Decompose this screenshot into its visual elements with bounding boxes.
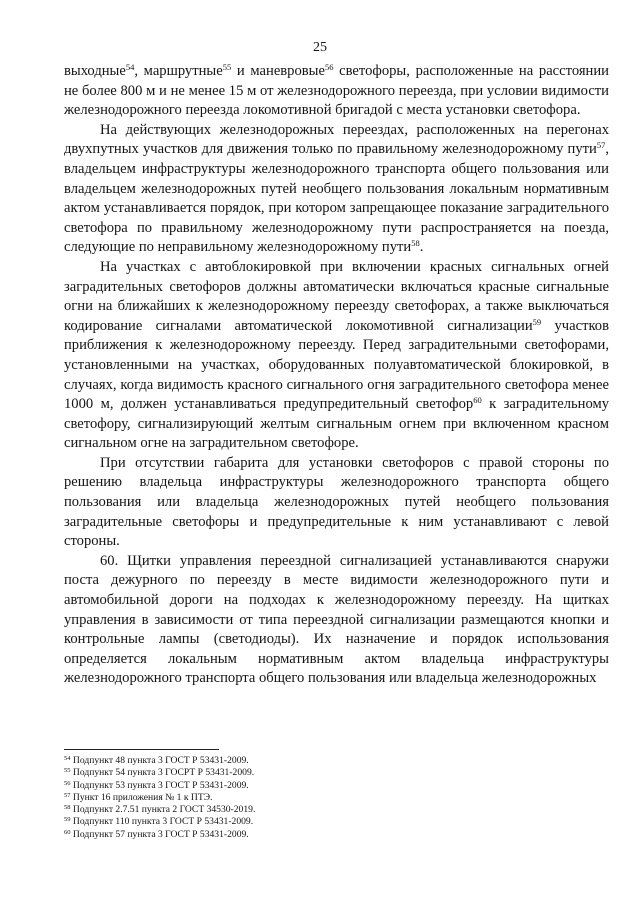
text-run: . xyxy=(419,239,424,256)
text-run: На действующих железнодорожных переездах, расположенных на перегонах двухпутных участков для движения только по правильному железнодорожному пути xyxy=(64,121,609,158)
footnote-reference[interactable]: 57 xyxy=(596,140,606,151)
footnote-number: 55 xyxy=(64,767,71,775)
footnote-number: 60 xyxy=(64,828,71,836)
paragraph xyxy=(64,552,609,689)
footnote-reference[interactable]: 58 xyxy=(411,238,420,249)
text-run: участков приближения к железнодорожному переезду. Перед заградительными светофорами, установленными на участках, оборудованных полуавтоматической блокировкой, в случаях, когда видимость красного сигнального огня заградительного светофора менее 1000 м, должен устанавливаться предупредительный светофор xyxy=(64,317,609,413)
footnote-reference[interactable]: 55 xyxy=(222,62,232,72)
footnote-text: Подпункт 48 пункта 3 ГОСТ Р 53431-2009. xyxy=(70,755,249,766)
text-run: На участках с автоблокировкой при включении красных сигнальных огней заградительных светофоров должны автоматически включаться красные сигнальные огни на ближайших к железнодорожному переезду светофорах, а также выключаться кодирование сигналами автоматической локомотивной сигнализации xyxy=(64,258,609,334)
footnote xyxy=(64,780,464,792)
text-run: , маршрутные xyxy=(134,63,223,79)
footnotes xyxy=(64,755,464,841)
footnote-text: Подпункт 54 пункта 3 ГОСРТ Р 53431-2009. xyxy=(70,767,255,779)
footnote xyxy=(64,755,464,767)
text-run: 60. Щитки управления переездной сигнализацией устанавливаются снаружи поста дежурного по переезду в месте видимости железнодорожного пути и автомобильной дороги на подходах к железнодорожному переезду. На щитках управления в зависимости от типа переездной сигнализации размещаются кнопки и контрольные лампы (светодиоды). Их назначение и порядок использования определяется локальным нормативным актом владельца инфраструктуры железнодорожного транспорта общего пользования или владельца железнодорожных xyxy=(64,552,609,687)
footnote-reference[interactable]: 60 xyxy=(473,395,482,406)
footnote-reference[interactable]: 59 xyxy=(532,316,542,327)
footnote-number: 59 xyxy=(64,816,71,824)
text-run: светофоры, расположенные на расстоянии не более 800 м и не менее 15 м от железнодорожного переезда, при условии видимости железнодорожного переезда локомотивной бригадой с места установки светофора. xyxy=(64,63,609,119)
footnote-text: Подпункт 2.7.51 пункта 2 ГОСТ 34530-2019. xyxy=(70,804,256,816)
footnote-reference[interactable]: 56 xyxy=(324,62,334,72)
footnote xyxy=(64,767,464,779)
main-text xyxy=(64,62,609,689)
footnote-number: 56 xyxy=(64,779,71,787)
footnote-number: 54 xyxy=(64,755,71,762)
footnote-text: Подпункт 57 пункта 3 ГОСТ Р 53431-2009. xyxy=(70,828,249,840)
paragraph xyxy=(64,62,609,121)
paragraph xyxy=(64,454,609,552)
footnote-reference[interactable]: 54 xyxy=(125,62,135,72)
text-run: При отсутствии габарита для установки светофоров с правой стороны по решению владельца инфраструктуры железнодорожного транспорта общего пользования или владельца железнодорожных путей необщего пользования заградительные светофоры и предупредительные к ним устанавливают с левой стороны. xyxy=(64,454,609,550)
footnote-number: 58 xyxy=(64,804,71,812)
text-run: и маневровые xyxy=(231,63,325,79)
footnote xyxy=(64,792,464,804)
text-run: , владельцем инфраструктуры железнодорожного транспорта общего пользования или владельцем железнодорожных путей необщего пользования локальным нормативным актом устанавливается порядок, при котором запрещающее показание заградительного светофора по правильному железнодорожному пути распространяется на поезда, следующие по неправильному железнодорожному пути xyxy=(64,141,609,256)
footnote-text: Подпункт 110 пункта 3 ГОСТ Р 53431-2009. xyxy=(70,816,254,828)
page-number: 25 xyxy=(313,40,327,55)
footnote-number: 57 xyxy=(64,791,71,799)
footnote-separator xyxy=(64,749,219,750)
paragraph xyxy=(64,258,609,454)
footnote xyxy=(64,829,464,841)
paragraph xyxy=(64,121,609,258)
footnote-text: Пункт 16 приложения № 1 к ПТЭ. xyxy=(70,791,213,803)
footnote xyxy=(64,816,464,828)
text-run: выходные xyxy=(64,63,126,79)
footnote xyxy=(64,804,464,816)
footnote-text: Подпункт 53 пункта 3 ГОСТ Р 53431-2009. xyxy=(70,779,249,791)
text-run: к заградительному светофору, сигнализирующий желтым сигнальным огнем при включенном красном сигнальном огне на заградительном светофоре. xyxy=(64,396,609,452)
